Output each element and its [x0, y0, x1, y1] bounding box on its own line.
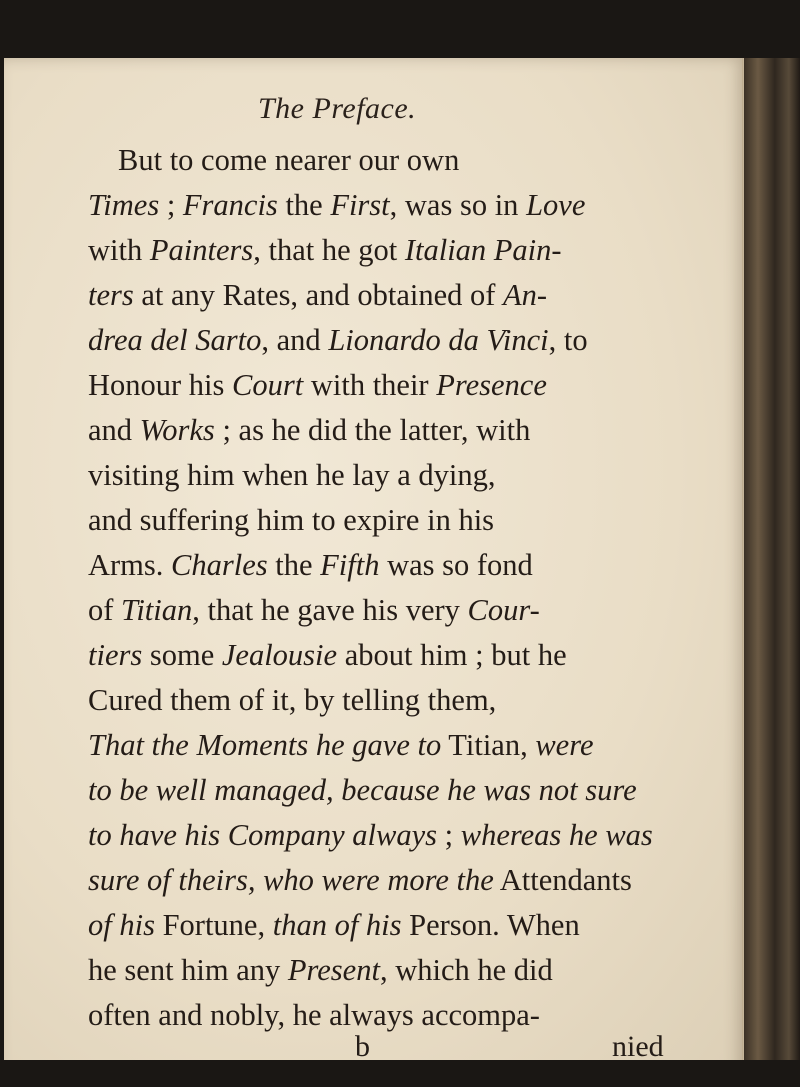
italic-text: Times: [88, 188, 160, 222]
roman-text: , to: [548, 323, 588, 357]
italic-text: Francis: [182, 188, 278, 222]
text-line: [88, 633, 703, 678]
roman-text: was so fond: [379, 548, 533, 582]
text-line: [88, 858, 703, 903]
italic-text: of his: [88, 908, 155, 942]
text-line: [88, 453, 703, 498]
italic-text: Italian Pain-: [404, 233, 562, 267]
text-line: [88, 723, 703, 768]
signature-mark: b: [355, 1030, 370, 1063]
italic-text: Jealousie: [221, 638, 338, 672]
italic-text: Painters: [149, 233, 254, 267]
catchword: nied: [612, 1030, 664, 1063]
running-head: The Preface.: [258, 92, 417, 125]
roman-text: about him ; but he: [337, 638, 567, 672]
text-line: [88, 498, 703, 543]
italic-text: Love: [526, 188, 586, 222]
italic-text: Charles: [171, 548, 268, 582]
roman-text: and suffering him to expire in his: [88, 503, 495, 537]
roman-text: often and nobly, he always accompa-: [88, 998, 540, 1032]
roman-text: Person. When: [401, 908, 580, 942]
roman-text: Cured them of it, by telling them,: [88, 683, 497, 717]
italic-text: Works: [139, 413, 215, 447]
text-line: [88, 993, 703, 1038]
roman-text: at any Rates, and obtained of: [133, 278, 504, 312]
italic-text: That the Moments he gave to: [88, 728, 442, 762]
italic-text: to be well managed, because he was not sure: [88, 773, 637, 807]
roman-text: , which he did: [379, 953, 553, 987]
italic-text: First: [330, 188, 390, 222]
roman-text: Titian,: [441, 728, 536, 762]
roman-text: Attendants: [493, 863, 632, 897]
italic-text: Presence: [436, 368, 547, 402]
book-spine: [744, 58, 800, 1078]
italic-text: to have his Company always: [88, 818, 438, 852]
text-line: [88, 588, 703, 633]
roman-text: , that he gave his very: [192, 593, 468, 627]
roman-text: with: [88, 233, 150, 267]
italic-text: whereas he was: [460, 818, 653, 852]
text-line: [88, 768, 703, 813]
text-line: [88, 273, 703, 318]
roman-text: , and: [261, 323, 329, 357]
text-line: [88, 138, 703, 183]
body-text: [88, 138, 703, 1038]
text-line: [88, 543, 703, 588]
roman-text: and: [88, 413, 140, 447]
italic-text: An-: [503, 278, 548, 312]
italic-text: Cour-: [467, 593, 540, 627]
text-line: [88, 408, 703, 453]
italic-text: drea del Sarto: [88, 323, 262, 357]
text-line: [88, 678, 703, 723]
roman-text: he sent him any: [88, 953, 288, 987]
roman-text: ; as he did the latter, with: [214, 413, 531, 447]
background-bottom: [0, 1060, 800, 1087]
roman-text: ;: [159, 188, 183, 222]
italic-text: Court: [232, 368, 304, 402]
italic-text: Titian: [121, 593, 193, 627]
text-line: [88, 903, 703, 948]
italic-text: than of his: [272, 908, 402, 942]
roman-text: , was so in: [389, 188, 527, 222]
roman-text: some: [142, 638, 222, 672]
roman-text: with their: [303, 368, 437, 402]
text-line: [88, 813, 703, 858]
roman-text: the: [267, 548, 321, 582]
text-line: [88, 228, 703, 273]
italic-text: tiers: [88, 638, 143, 672]
roman-text: Honour his: [88, 368, 233, 402]
text-line: [88, 363, 703, 408]
roman-text: Fortune,: [154, 908, 273, 942]
roman-text: ;: [437, 818, 461, 852]
text-line: [88, 318, 703, 363]
italic-text: were: [535, 728, 594, 762]
text-line: [88, 948, 703, 993]
italic-text: ters: [88, 278, 134, 312]
roman-text: , that he got: [253, 233, 405, 267]
italic-text: Present: [287, 953, 380, 987]
roman-text: Arms.: [88, 548, 172, 582]
roman-text: of: [88, 593, 122, 627]
italic-text: Fifth: [320, 548, 380, 582]
italic-text: Lionardo da Vinci: [328, 323, 549, 357]
text-line: [88, 183, 703, 228]
roman-text: But to come nearer our own: [118, 143, 460, 177]
roman-text: visiting him when he lay a dying,: [88, 458, 496, 492]
italic-text: sure of theirs, who were more the: [88, 863, 494, 897]
roman-text: the: [277, 188, 331, 222]
